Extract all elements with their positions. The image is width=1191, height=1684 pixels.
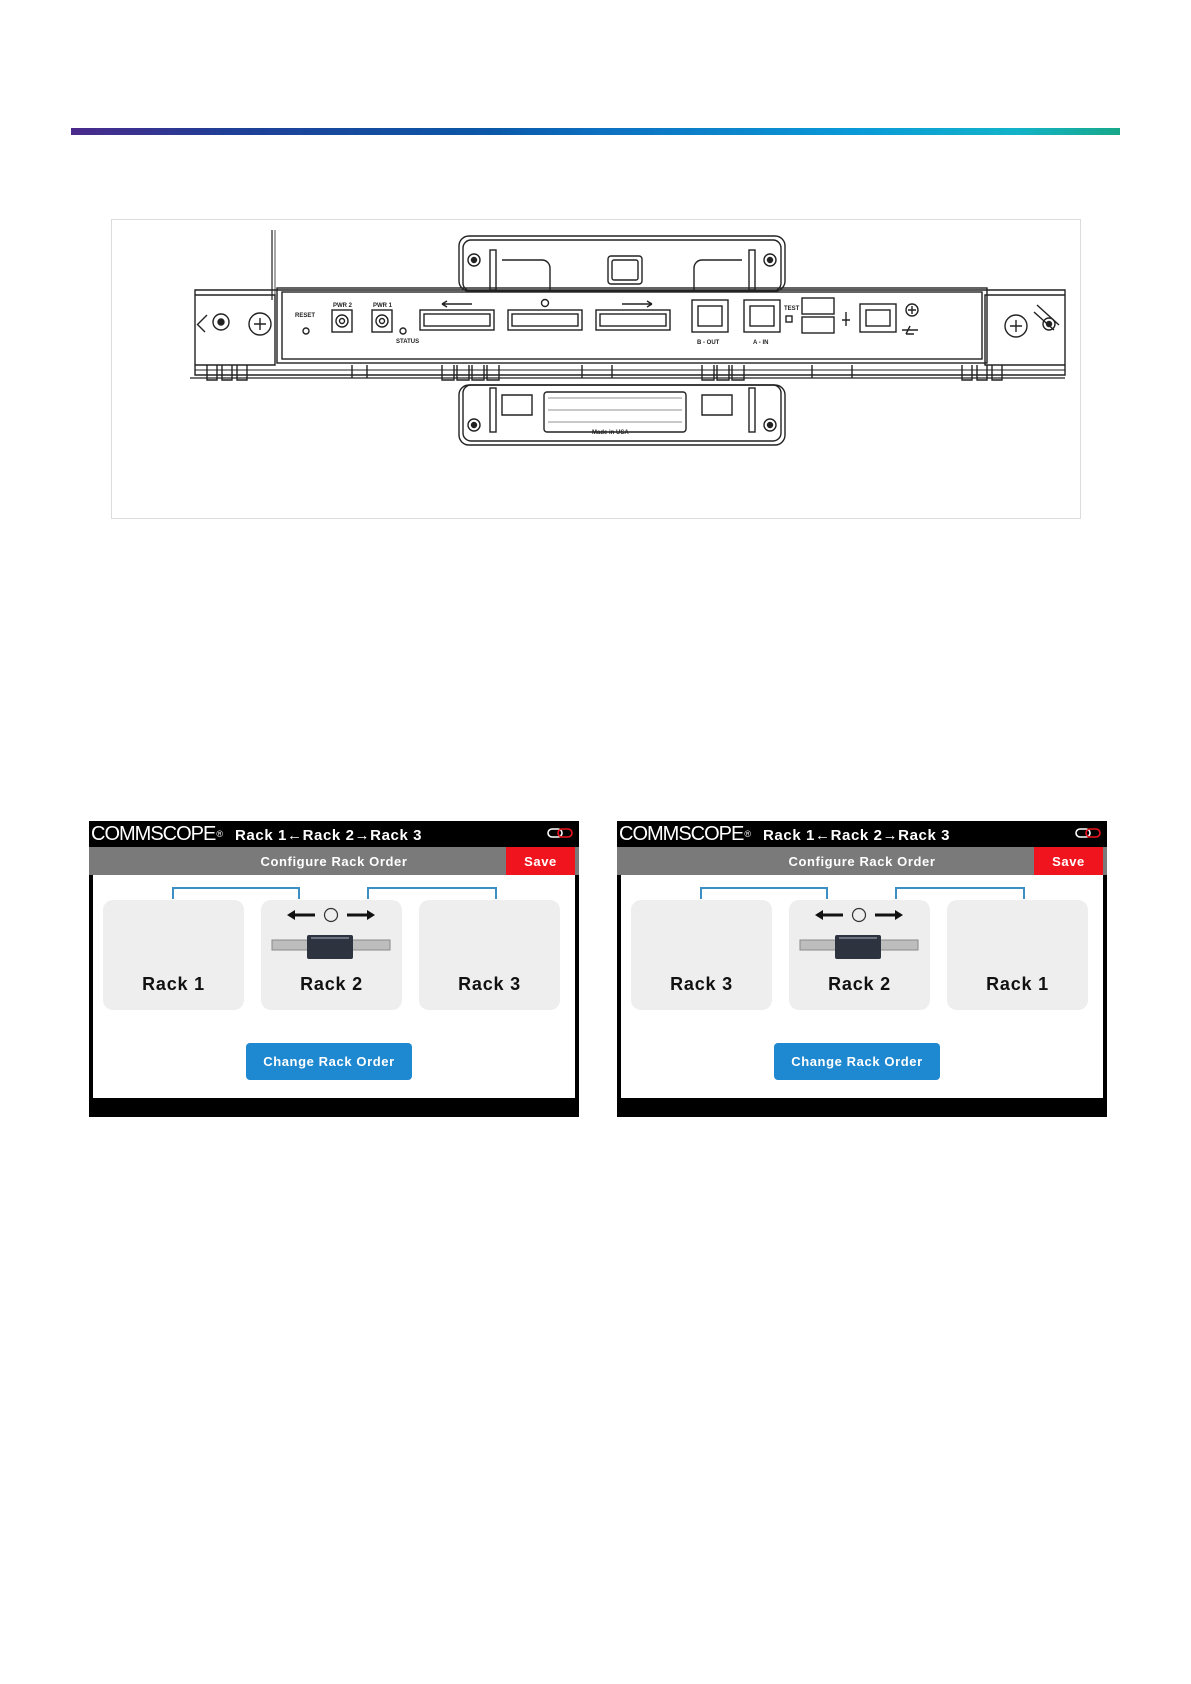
bottom-strip [89,1098,579,1117]
touchscreen-left [89,821,579,1117]
rack-label: Rack 2 [300,974,363,994]
chain-link-icon[interactable] [547,827,573,839]
pwr1-label: PWR 1 [373,303,393,309]
title-bar [617,821,1107,847]
controller-rear-panel-drawing [112,220,1080,518]
right-connector-line [368,888,496,899]
rack-label: Rack 1 [986,974,1049,994]
device-diagram-figure [111,219,1081,519]
rack-connection-diagram [93,875,575,1015]
rack-sequence-title: Rack 1←Rack 2→Rack 3 [235,827,423,844]
reset-label: RESET [295,313,316,319]
rack-order-panel [93,875,575,1098]
a-in-label: A - IN [753,340,769,346]
chain-link-icon[interactable] [1075,827,1101,839]
controller-module-icon [800,935,918,959]
change-rack-order-button[interactable]: Change Rack Order [246,1043,412,1080]
bottom-strip [617,1098,1107,1117]
rack-connection-diagram [621,875,1103,1015]
rack-label: Rack 3 [670,974,733,994]
page-title: Configure Rack Order [788,854,936,869]
rack-label: Rack 3 [458,974,521,994]
page-title: Configure Rack Order [260,854,408,869]
header-bar [617,847,1107,875]
status-label: STATUS [396,339,420,345]
rack-order-panel [621,875,1103,1098]
brand-logo: COMMSCOPE® [619,823,750,845]
controller-module-icon [272,935,390,959]
left-connector-line [173,888,299,899]
left-arrow-icon [815,910,843,920]
save-button[interactable]: Save [1034,847,1103,875]
made-in-label: Made in USA [592,430,629,436]
change-rack-order-button[interactable]: Change Rack Order [774,1043,940,1080]
brand-logo: COMMSCOPE® [91,823,222,845]
save-button[interactable]: Save [506,847,575,875]
header-bar [89,847,579,875]
right-connector-line [896,888,1024,899]
touchscreen-right [617,821,1107,1117]
status-led-icon [325,909,338,922]
left-arrow-icon [287,910,315,920]
rack-label: Rack 2 [828,974,891,994]
header-gradient-rule [71,128,1120,135]
rack-label: Rack 1 [142,974,205,994]
b-out-label: B - OUT [697,340,720,346]
title-bar [89,821,579,847]
right-arrow-icon [347,910,375,920]
rack-sequence-title: Rack 1←Rack 2→Rack 3 [763,827,951,844]
pwr2-label: PWR 2 [333,303,353,309]
status-led-icon [853,909,866,922]
right-arrow-icon [875,910,903,920]
left-connector-line [701,888,827,899]
test-label: TEST [784,306,800,312]
